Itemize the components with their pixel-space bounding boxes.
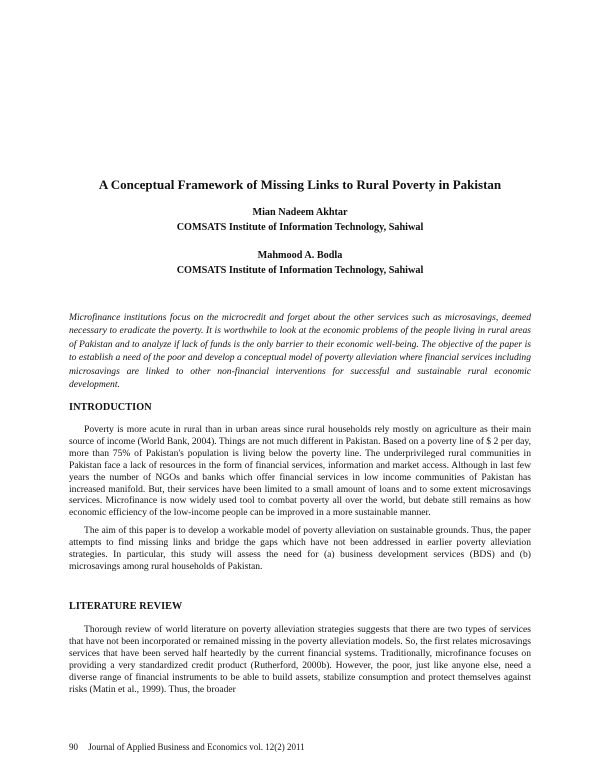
body-paragraph: The aim of this paper is to develop a workable model of poverty alleviation on sustainable grounds. Thus, the paper attempts to find missing links and bridge the gaps which have not been addressed in earlier poverty alleviation strategies. In particular, this study will assess the need for (a) business development services (BDS) and (b) microsavings among rural households of Pakistan. bbox=[69, 525, 531, 572]
author-block-1 bbox=[40, 205, 560, 235]
page-footer bbox=[69, 741, 305, 753]
body-paragraph: Poverty is more acute in rural than in urban areas since rural households rely mostly on agriculture as their main source of income (World Bank, 2004). Things are not much different in Pakistan. Based on a poverty line of $ 2 per day, more than 75% of Pakistan's population is living below the poverty line. The underprivileged rural communities in Pakistan face a lack of resources in the form of financial services, information and market access. Although in last few years the number of NGOs and banks which offer financial services in low income communities of Pakistan has increased manifold. But, their services have been limited to a small amount of loans and to some extent microsavings services. Microfinance is now widely used tool to combat poverty all over the world, but debate still remains as how economic efficiency of the low-income people can be improved in a more sustainable manner. bbox=[69, 424, 531, 519]
author-name: Mahmood A. Bodla bbox=[257, 250, 343, 261]
section-heading-literature-review: LITERATURE REVIEW bbox=[69, 601, 183, 612]
body-paragraph: Thorough review of world literature on poverty alleviation strategies suggests that there are two types of services that have not been incorporated or remained missing in the poverty alleviation models. So, the first relates microsavings services that have been served half heartedly by the current financial systems. Traditionally, microfinance focuses on providing a very standardized credit product (Rutherford, 2000b). However, the poor, just like anyone else, need a diverse range of financial instruments to be able to build assets, stabilize consumption and protect themselves against risks (Matin et al., 1999). Thus, the broader bbox=[69, 624, 531, 695]
author-affiliation: COMSATS Institute of Information Technology, Sahiwal bbox=[176, 265, 424, 276]
paper-title: A Conceptual Framework of Missing Links to Rural Poverty in Pakistan bbox=[98, 177, 502, 192]
journal-citation: Journal of Applied Business and Economics vol. 12(2) 2011 bbox=[88, 742, 305, 752]
abstract: Microfinance institutions focus on the microcredit and forget about the other services such as microsavings, deemed necessary to eradicate the poverty. It is worthwhile to look at the economic problems of the people living in rural areas of Pakistan and to analyze if lack of funds is the only barrier to their economic well-being. The objective of the paper is to establish a need of the poor and develop a conceptual model of poverty alleviation where financial services including microsavings are linked to other non-financial interventions for successful and sustainable rural economic development. bbox=[69, 312, 531, 391]
author-affiliation: COMSATS Institute of Information Technology, Sahiwal bbox=[176, 222, 424, 233]
author-block-2 bbox=[40, 248, 560, 278]
page-number: 90 bbox=[69, 742, 78, 752]
section-heading-introduction: INTRODUCTION bbox=[69, 402, 152, 413]
author-name: Mian Nadeem Akhtar bbox=[252, 207, 348, 218]
